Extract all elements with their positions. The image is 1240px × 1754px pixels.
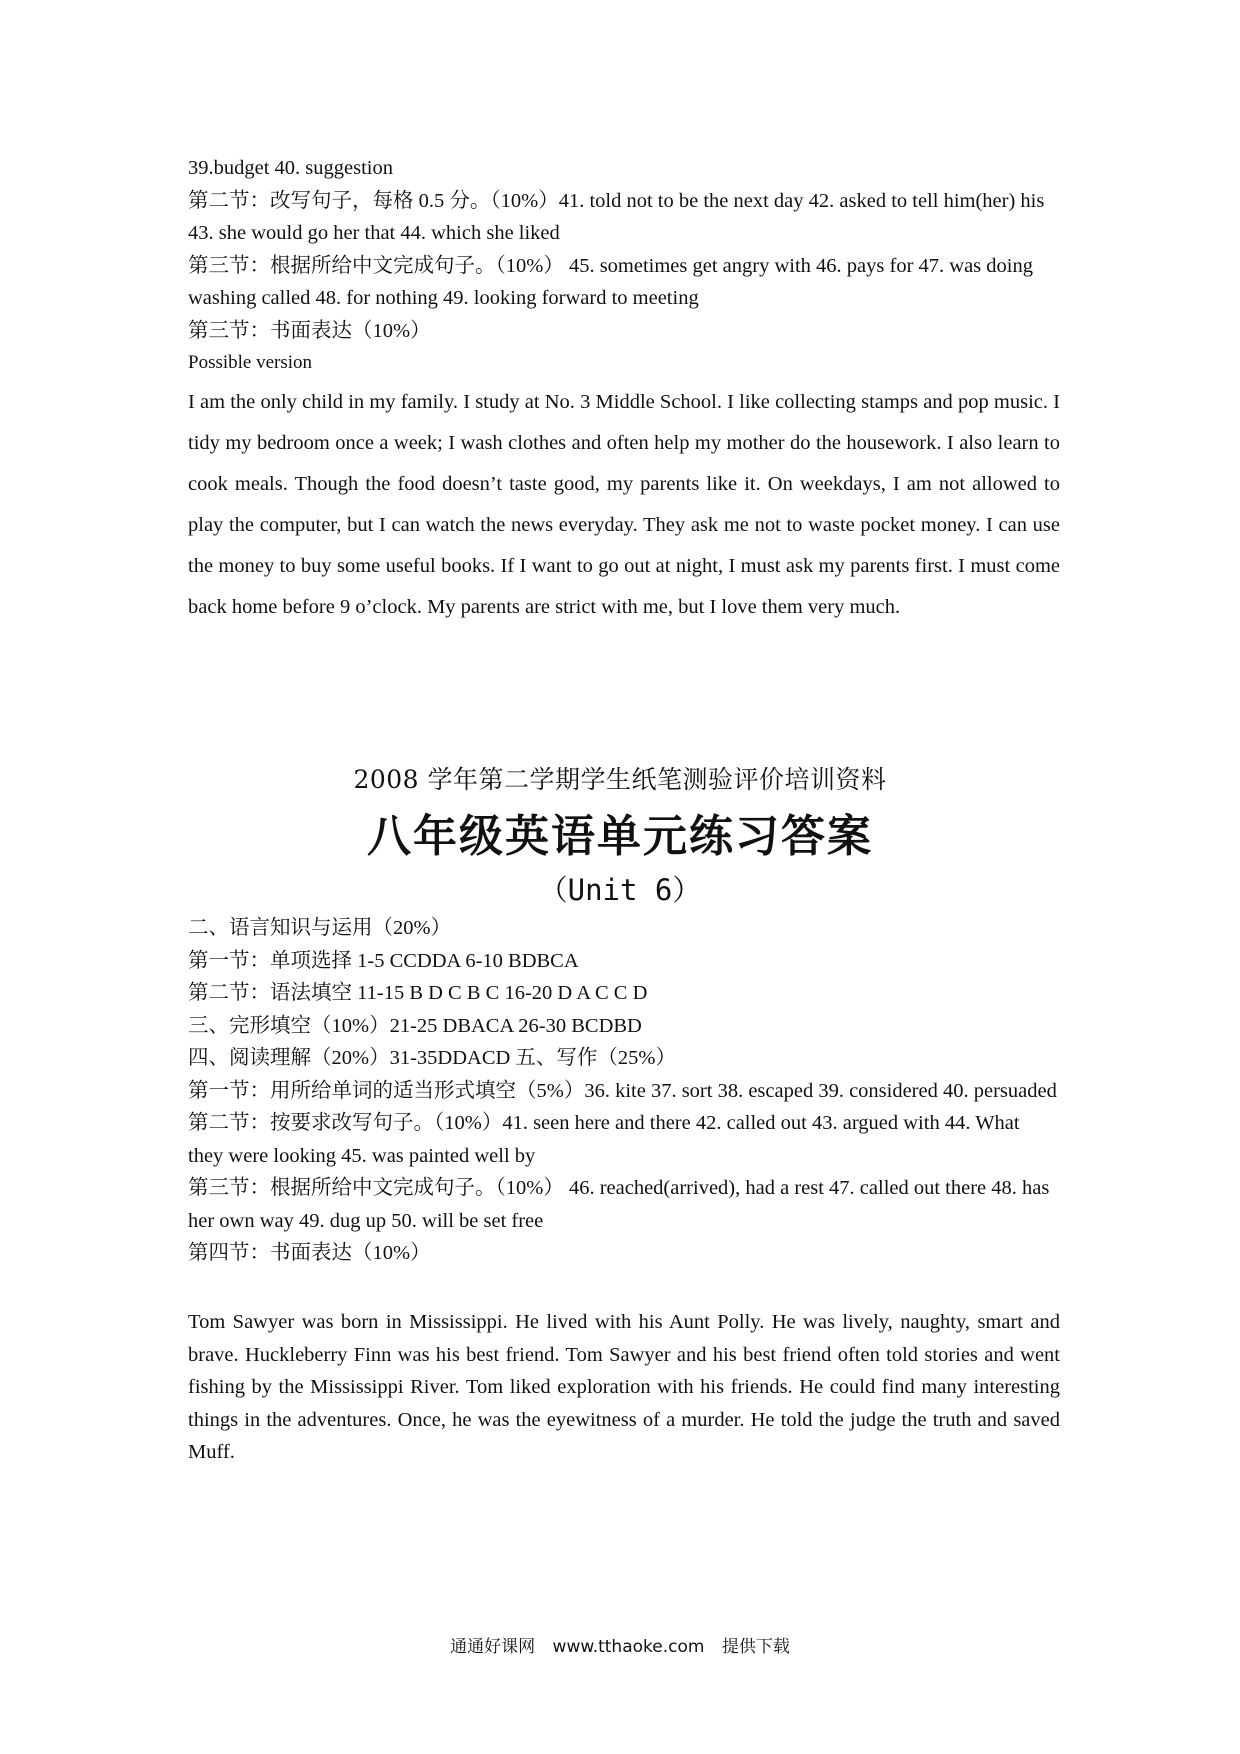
answers-section-previous-unit (188, 152, 1060, 380)
answer-line: 第三节：根据所给中文完成句子。（10%） 46. reached(arrived), had a rest 47. called out there 48. has her own way 49. dug up 50. will be set free (188, 1177, 1050, 1232)
footer-suffix: 提供下载 (721, 1637, 790, 1657)
page-footer (0, 1632, 1240, 1657)
section-heading: 二、语言知识与运用（20%） (188, 917, 452, 939)
answer-line: 三、完形填空（10%）21-25 DBACA 26-30 BCDBD (188, 1014, 642, 1037)
section-heading: 第三节：书面表达（10%） (188, 319, 431, 342)
answer-line: 第二节：按要求改写句子。（10%）41. seen here and there 42. called out 43. argued with 44. What they were looking 45. was painted well by (188, 1112, 1020, 1167)
essay-tom-sawyer: Tom Sawyer was born in Mississippi. He lived with his Aunt Polly. He was lively, naughty, smart and brave. Huckleberry Finn was his best friend. Tom Sawyer and his best friend often told stories and went fishing by the Mississippi River. Tom liked exploration with his friends. He could find many interesting things in the adventures. Once, he was the eyewitness of a murder. He told the judge the truth and saved Muff. (188, 1311, 1060, 1463)
unit-label: （Unit 6） (538, 873, 702, 907)
answer-line: 第一节：用所给单词的适当形式填空（5%）36. kite 37. sort 38. escaped 39. considered 40. persuaded (188, 1079, 1057, 1102)
answer-line: 第一节：单项选择 1-5 CCDDA 6-10 BDBCA (188, 949, 579, 972)
answer-line: 第二节：语法填空 11-15 B D C B C 16-20 D A C C D (188, 982, 648, 1004)
footer-site-name: 通通好课网 (450, 1637, 536, 1657)
document-title: 八年级英语单元练习答案 (367, 811, 873, 862)
answer-line: 39.budget 40. suggestion (188, 157, 393, 179)
document-subtitle: 2008 学年第二学期学生纸笔测验评价培训资料 (353, 765, 887, 794)
footer-url[interactable]: www.tthaoke.com (552, 1637, 705, 1657)
answer-line: 四、阅读理解（20%）31-35DDACD 五、写作（25%） (188, 1047, 676, 1069)
essay-possible-version: I am the only child in my family. I study at No. 3 Middle School. I like collecting stamps and pop music. I tidy my bedroom once a week; I wash clothes and often help my mother do the housework. I also learn to cook meals. Though the food doesn’t taste good, my parents like it. On weekdays, I am not allowed to play the computer, but I can watch the news everyday. They ask me not to waste pocket money. I can use the money to buy some useful books. If I want to go out at night, I must ask my parents first. I must come back home before 9 o’clock. My parents are strict with me, but I love them very much. (188, 391, 1060, 618)
possible-version-label: Possible version (188, 352, 313, 373)
answers-section-unit-6 (188, 912, 1060, 1270)
answer-line: 第三节：根据所给中文完成句子。（10%） 45. sometimes get angry with 46. pays for 47. was doing washing called 48. for nothing 49. looking forward to meeting (188, 254, 1033, 309)
answer-line: 第二节：改写句子，每格 0.5 分。（10%）41. told not to be the next day 42. asked to tell him(her) his 43. she would go her that 44. which she liked (188, 189, 1045, 244)
section-heading: 第四节：书面表达（10%） (188, 1242, 431, 1264)
